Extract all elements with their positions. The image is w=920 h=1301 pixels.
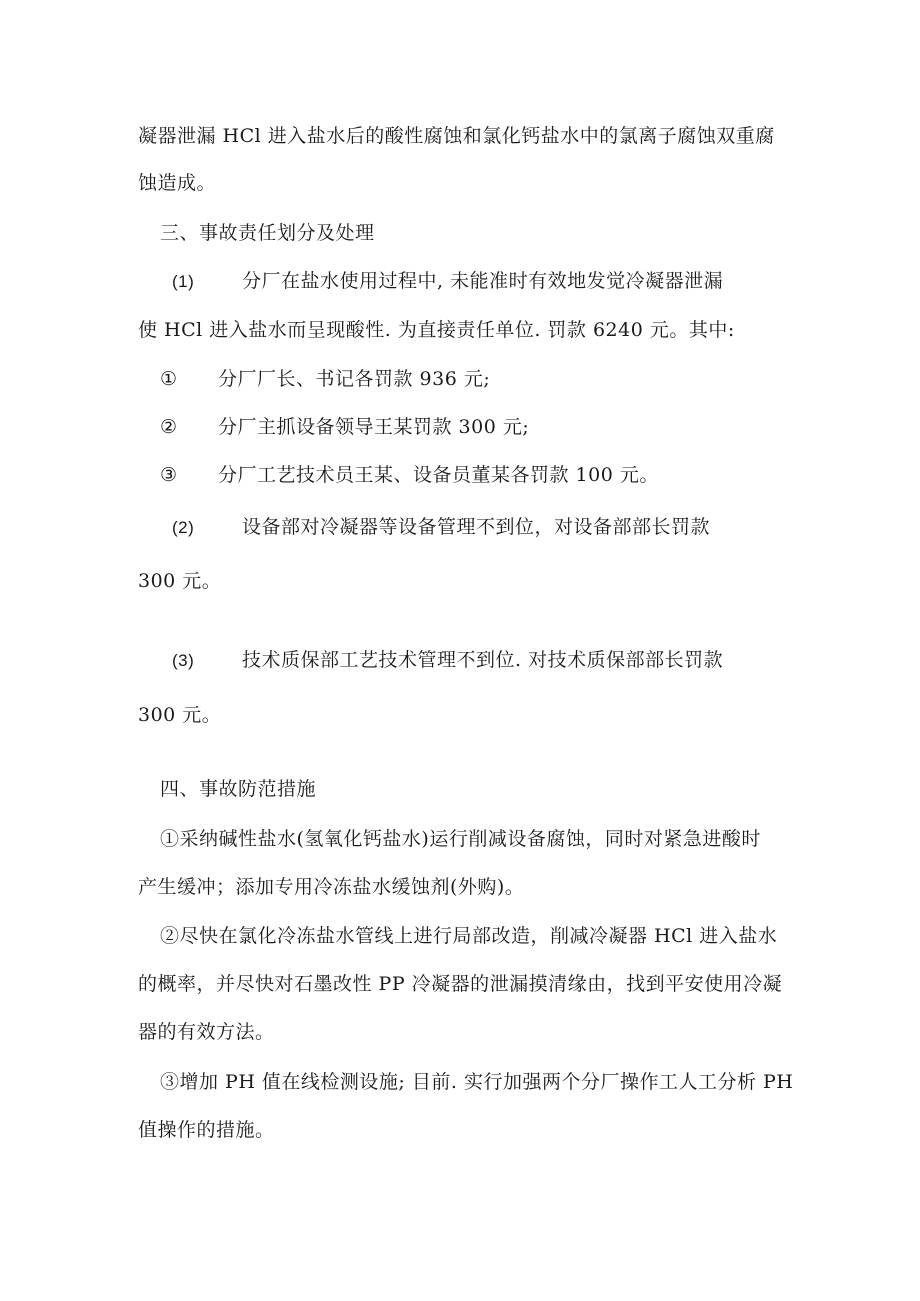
measure-1-line-1: ①采纳碱性盐水(氢氧化钙盐水)运行削减设备腐蚀，同时对紧急进酸时 — [160, 828, 761, 850]
sub-item-3-text: 分厂工艺技术员王某、设备员董某各罚款 100 元。 — [218, 464, 659, 486]
sub-item-2-marker: ② — [160, 416, 178, 438]
item-2-line-1: 设备部对冷凝器等设备管理不到位，对设备部部长罚款 — [242, 516, 711, 538]
sub-item-2-text: 分厂主抓设备领导王某罚款 300 元; — [218, 416, 530, 438]
measure-2-line-2: 的概率，并尽快对石墨改性 PP 冷凝器的泄漏摸清缘由，找到平安使用冷凝 — [138, 973, 783, 995]
item-1-line-1: 分厂在盐水使用过程中, 未能准时有效地发觉冷凝器泄漏 — [242, 270, 724, 292]
measure-1-line-2: 产生缓冲；添加专用冷冻盐水缓蚀剂(外购)。 — [138, 876, 525, 898]
item-3-line-1: 技术质保部工艺技术管理不到位. 对技术质保部部长罚款 — [242, 649, 724, 671]
intro-line-2: 蚀造成。 — [138, 172, 217, 194]
measure-2-line-3: 器的有效方法。 — [138, 1021, 275, 1043]
section-3-heading: 三、事故责任划分及处理 — [160, 222, 375, 244]
item-3-number: (3) — [172, 651, 195, 670]
measure-3-line-1: ③增加 PH 值在线检测设施; 目前. 实行加强两个分厂操作工人工分析 PH — [160, 1071, 794, 1093]
item-2-number: (2) — [172, 518, 195, 537]
measure-3-line-2: 值操作的措施。 — [138, 1119, 275, 1141]
intro-line-1: 凝器泄漏 HCl 进入盐水后的酸性腐蚀和氯化钙盐水中的氯离子腐蚀双重腐 — [138, 125, 775, 147]
measure-2-line-1: ②尽快在氯化冷冻盐水管线上进行局部改造，削减冷凝器 HCl 进入盐水 — [160, 925, 778, 947]
section-4-heading: 四、事故防范措施 — [160, 778, 317, 800]
item-1-number: (1) — [172, 272, 195, 291]
item-1-line-2: 使 HCl 进入盐水而呈现酸性. 为直接责任单位. 罚款 6240 元。其中: — [138, 319, 735, 341]
item-2-line-2: 300 元。 — [138, 570, 222, 592]
sub-item-1-marker: ① — [160, 368, 178, 390]
sub-item-1-text: 分厂厂长、书记各罚款 936 元; — [218, 368, 491, 390]
sub-item-3-marker: ③ — [160, 464, 178, 486]
item-3-line-2: 300 元。 — [138, 704, 222, 726]
